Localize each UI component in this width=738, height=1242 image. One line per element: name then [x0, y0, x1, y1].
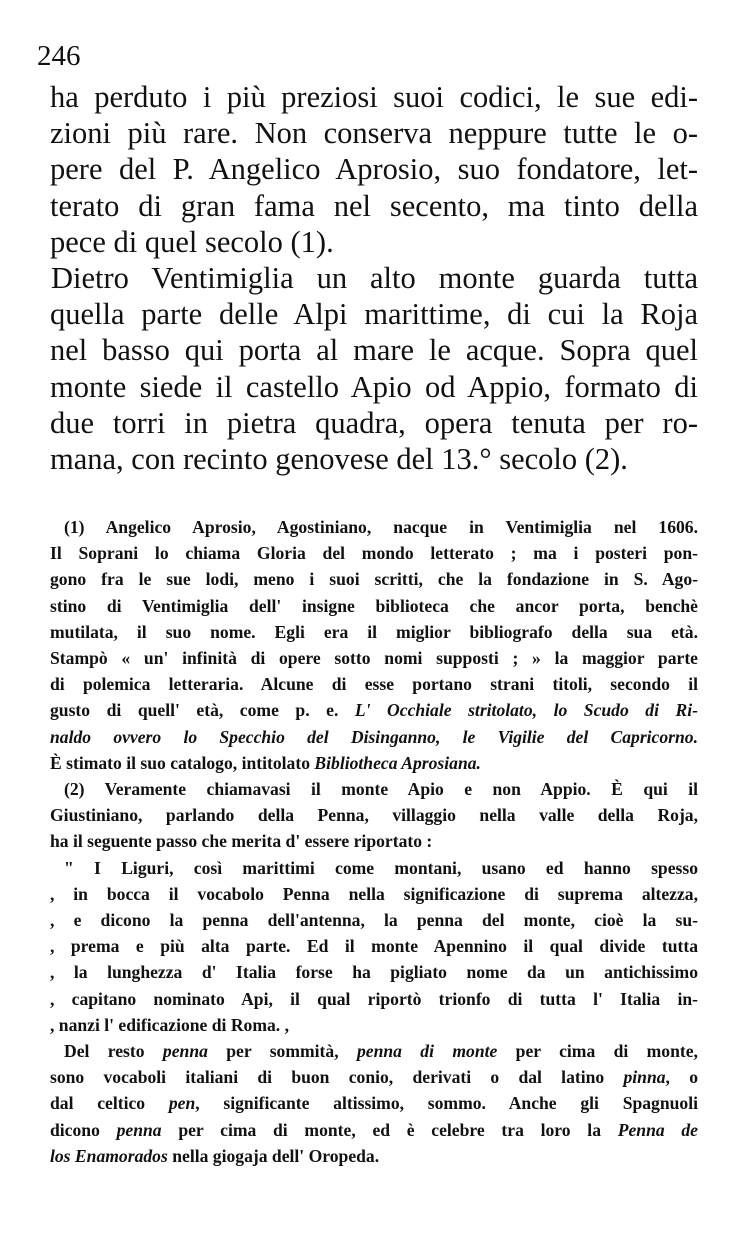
footnote-2-line	[50, 1117, 698, 1143]
footnote-2-quote-line: , in bocca il vocabolo Penna nella significazione di suprema altezza,	[50, 883, 698, 904]
footnote-2-text: Del resto	[64, 1041, 145, 1062]
footnote-2-quote-line: , la lunghezza d' Italia forse ha pigliato nome da un antichissimo	[50, 962, 698, 983]
main-text-line: mana, con recinto genovese del 13.° secolo (2).	[50, 442, 628, 477]
footnote-2-text: dal celtico	[50, 1093, 146, 1114]
footnote-1-line: mutilata, il suo nome. Egli era il miglior bibliografo della sua età.	[50, 621, 698, 642]
footnote-1-title: lo Scudo di Ri-	[553, 700, 698, 721]
footnote-2-term: penna	[162, 1041, 208, 1062]
main-text-line: due torri in pietra quadra, opera tenuta per ro-	[50, 405, 698, 440]
main-text-line: monte siede il castello Apio od Appio, formato di	[50, 369, 698, 404]
footnote-2-text: per cima di monte, ed è celebre tra loro la	[178, 1119, 601, 1140]
main-text-line: Dietro Ventimiglia un alto monte guarda tutta	[51, 261, 698, 296]
footnote-2-text: sono vocaboli italiani di buon conio, derivati o dal latino	[50, 1067, 605, 1088]
footnote-1-line	[50, 750, 698, 776]
main-text-line: quella parte delle Alpi marittime, di cui la Roja	[50, 297, 698, 332]
footnote-1-line: (1) Angelico Aprosio, Agostiniano, nacque in Ventimiglia nel 1606.	[64, 517, 698, 537]
footnote-2-line: ha il seguente passo che merita d' essere riportato :	[50, 831, 433, 852]
main-text-line: pece di quel secolo (1).	[50, 224, 334, 259]
footnote-2-line	[50, 1064, 698, 1090]
footnote-1-line	[50, 697, 698, 723]
page-number: 246	[37, 40, 81, 72]
footnote-2-term: penna di monte	[356, 1041, 498, 1062]
footnote-2-text: per sommità,	[226, 1041, 339, 1062]
footnote-2-term: pinna	[623, 1067, 666, 1088]
footnote-1-line	[50, 724, 698, 750]
main-text-line: nel basso qui porta al mare le acque. Sopra quel	[50, 333, 698, 368]
footnote-2-text: , o	[665, 1067, 699, 1088]
main-text-line: terato di gran fama nel secento, ma tinto della	[50, 188, 698, 223]
main-text-line: pere del P. Angelico Aprosio, suo fondatore, let-	[50, 152, 698, 187]
main-text-line: ha perduto i più preziosi suoi codici, le sue edi-	[50, 80, 698, 114]
footnote-1-title: L' Occhiale stritolato,	[354, 700, 538, 721]
footnote-1-line: Il Soprani lo chiama Gloria del mondo letterato ; ma i posteri pon-	[50, 543, 698, 564]
footnote-1-text: gusto di quell' età, come p. e.	[50, 700, 339, 721]
footnote-1-title: le Vigilie del Capricorno.	[462, 726, 698, 747]
footnote-2-text: per cima di monte,	[515, 1041, 698, 1062]
footnote-2-line: Giustiniano, parlando della Penna, villaggio nella valle della Roja,	[50, 805, 698, 826]
footnote-1-line: stino di Ventimiglia dell' insigne biblioteca che ancor porta, benchè	[50, 595, 698, 616]
footnote-2-quote-line: , capitano nominato Api, il qual riportò trionfo di tutta l' Italia in-	[50, 988, 698, 1009]
footnote-1-title: naldo ovvero lo Specchio del Disinganno,	[50, 726, 441, 747]
footnote-2-line	[50, 1090, 698, 1116]
main-text-block	[50, 79, 698, 477]
footnote-2-quote-line: " I Liguri, così marittimi come montani, usano ed hanno spesso	[64, 857, 698, 878]
footnotes-block	[50, 514, 698, 1169]
footnote-2-term: los Enamorados	[50, 1145, 168, 1166]
footnote-1-line: di polemica letteraria. Alcune di esse portano strani titoli, secondo il	[50, 674, 698, 695]
main-text-line: zioni più rare. Non conserva neppure tutte le o-	[50, 116, 698, 151]
footnote-2-line	[50, 1038, 698, 1064]
footnote-1-line: gono fra le sue lodi, meno i suoi scritti, che la fondazione in S. Ago-	[50, 569, 698, 590]
footnote-2-line: (2) Veramente chiamavasi il monte Apio e non Appio. È qui il	[64, 779, 698, 800]
footnote-1-text: È stimato il suo catalogo, intitolato	[50, 752, 310, 773]
footnote-2-term: pen	[168, 1093, 196, 1114]
footnote-2-quote-line: , e dicono la penna dell'antenna, la penna del monte, cioè la su-	[50, 910, 698, 931]
footnote-2-line	[50, 1143, 698, 1169]
footnote-2-text: dicono	[50, 1119, 100, 1140]
footnote-2-quote-line: , nanzi l' edificazione di Roma. ,	[50, 1014, 289, 1035]
footnote-2-text: , significante altissimo, sommo. Anche gli Spagnuoli	[195, 1093, 698, 1114]
footnote-1-line: Stampò « un' infinità di opere sotto nomi supposti ; » la maggior parte	[50, 648, 698, 669]
footnote-1-title: Bibliotheca Aprosiana.	[314, 752, 481, 773]
footnote-2-quote-line: , prema e più alta parte. Ed il monte Apennino il qual divide tutta	[50, 936, 698, 957]
footnote-2-text: nella giogaja dell' Oropeda.	[172, 1145, 380, 1166]
footnote-2-term: penna	[116, 1119, 162, 1140]
footnote-2-term: Penna de	[617, 1119, 698, 1140]
